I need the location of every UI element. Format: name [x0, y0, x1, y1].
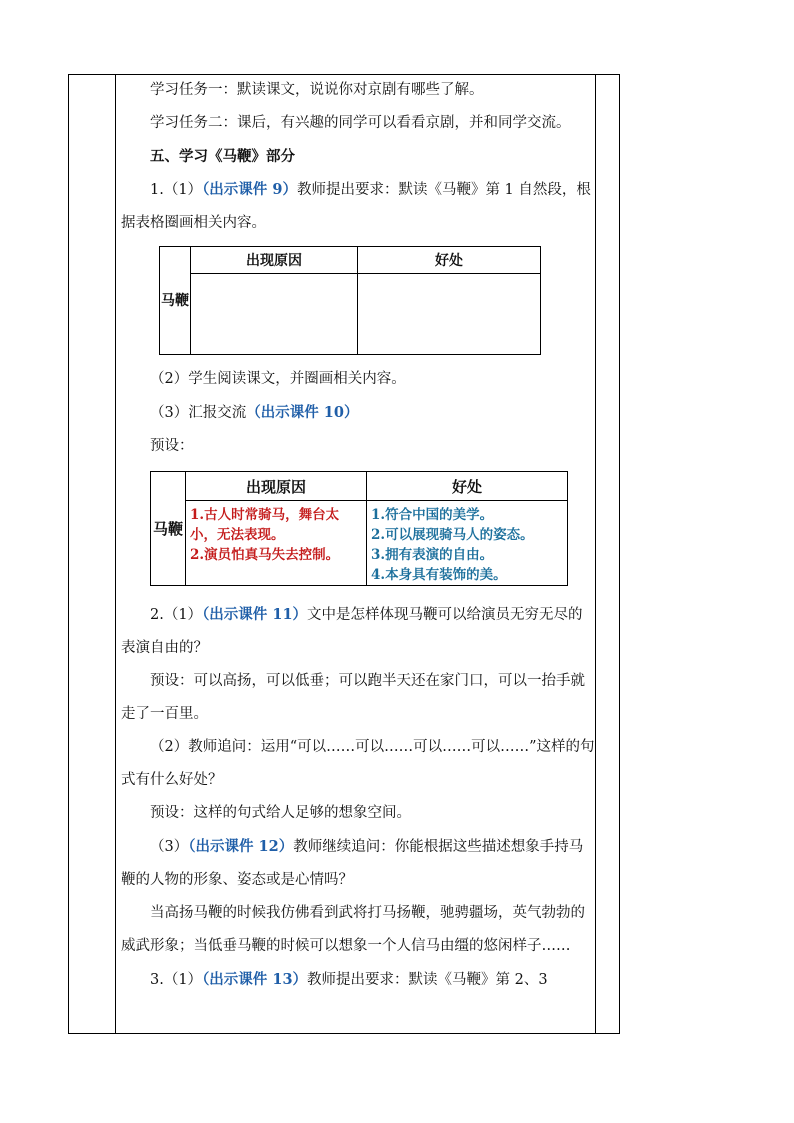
section-five-heading: 五、学习《马鞭》部分 [150, 148, 295, 165]
preset-label: 预设： [150, 438, 194, 454]
task-one: 学习任务一：默读课文，说说你对京剧有哪些了解。 [150, 82, 484, 98]
table2-col2-header: 好处 [367, 472, 568, 501]
step-2-1: 2.（1）（出示课件 11）文中是怎样体现马鞭可以给演员无穷无尽的表演自由的？ [121, 606, 583, 656]
answer-table [150, 471, 568, 586]
blank-table [159, 246, 541, 355]
table1-col2-header: 好处 [358, 247, 541, 274]
step-2-2: （2）教师追问：运用“可以……可以……可以……可以……”这样的句式有什么好处？ [121, 739, 595, 788]
slide-tag-9: （出示课件 9） [202, 181, 297, 198]
step-2-3-answer: 当高扬马鞭的时候我仿佛看到武将打马扬鞭，驰骋疆场，英气勃勃的威武形象；当低垂马鞭的时候可以想象一个人信马由缰的悠闲样子…… [121, 905, 585, 954]
column-divider-left [115, 75, 116, 1033]
step-2-2-preset: 预设：这样的句式给人足够的想象空间。 [150, 805, 411, 821]
benefit-item: 4.本身具有装饰的美。 [371, 567, 507, 583]
task-two: 学习任务二：课后，有兴趣的同学可以看看京剧，并和同学交流。 [150, 115, 571, 131]
reason-item: 1.古人时常骑马，舞台太小，无法表现。 [190, 507, 340, 543]
lesson-content [121, 74, 595, 997]
benefit-item: 3.拥有表演的自由。 [371, 547, 494, 563]
table2-col1-header: 出现原因 [186, 472, 367, 501]
step-1-3: （3）汇报交流（出示课件 10） [150, 404, 359, 421]
table2-benefits-cell [367, 501, 568, 586]
benefit-item: 2.可以展现骑马人的姿态。 [371, 527, 534, 543]
step-1-2: （2）学生阅读课文，并圈画相关内容。 [150, 371, 406, 387]
slide-tag-11: （出示课件 11） [202, 606, 308, 623]
table1-cell-reason [191, 274, 358, 355]
step-2-1-preset: 预设：可以高扬，可以低垂；可以跑半天还在家门口，可以一抬手就走了一百里。 [121, 673, 585, 722]
table1-col1-header: 出现原因 [191, 247, 358, 274]
slide-tag-10: （出示课件 10） [246, 404, 359, 421]
slide-tag-12: （出示课件 12） [188, 838, 294, 855]
step-2-3: （3）（出示课件 12）教师继续追问：你能根据这些描述想象手持马鞭的人物的形象、姿态或是心情吗？ [121, 838, 584, 888]
step-1-1: 1.（1）（出示课件 9）教师提出要求：默读《马鞭》第 1 自然段，根据表格圈画相关内容。 [121, 181, 591, 231]
table1-cell-benefit [358, 274, 541, 355]
table2-reasons-cell [186, 501, 367, 586]
step-3-1: 3.（1）（出示课件 13）教师提出要求：默读《马鞭》第 2、3 [150, 971, 548, 988]
benefit-item: 1.符合中国的美学。 [371, 507, 494, 523]
slide-tag-13: （出示课件 13） [202, 971, 308, 988]
column-divider-right [595, 75, 596, 1033]
table1-side-label: 马鞭 [160, 247, 191, 355]
table2-side-label: 马鞭 [151, 472, 186, 586]
reason-item: 2.演员怕真马失去控制。 [190, 547, 340, 563]
